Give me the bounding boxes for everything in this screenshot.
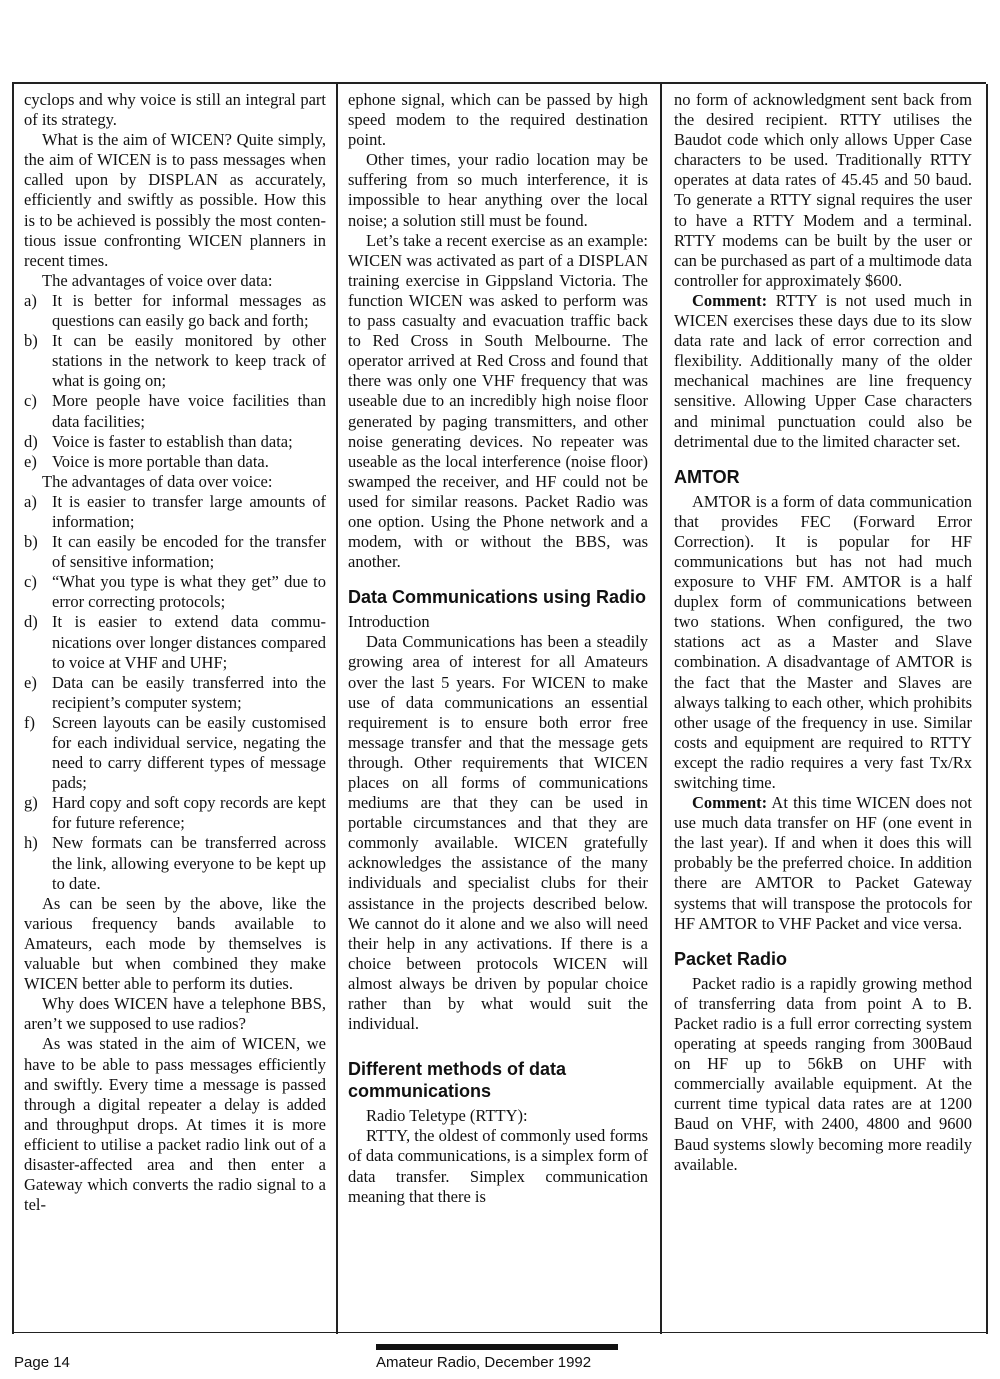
list-marker: a): [24, 290, 37, 310]
paragraph: Other times, your radio location may be suffering from so much interference, it is impossible to hear anything over the local noise; a solution still must be found.: [348, 150, 648, 230]
list-item: [24, 713, 326, 793]
list-text: Screen layouts can be easily customised for each individual service, negating the need to carry different types of message pads;: [52, 712, 326, 793]
column-rule: [986, 84, 988, 1334]
list-marker: h): [24, 833, 38, 853]
voice-advantages-list: [24, 291, 326, 472]
list-marker: c): [24, 391, 37, 411]
paragraph: The advantages of voice over data:: [42, 270, 273, 290]
column-3: [674, 90, 972, 1330]
paragraph: no form of acknowledgment sent back from the desired recipient. RTTY utilises the Baudot code which only allows Upper Case characters to be used. Traditionally RTTY operates at data rates of 45.45 and 50 baud. To generate a RTTY signal requires the user to have a RTTY Modem and a terminal. RTTY modems can be built by the user or can be purchased as part of a multimode data controller for approximately $600.: [674, 90, 972, 290]
list-marker: b): [24, 532, 38, 552]
list-item: [24, 391, 326, 431]
subheading: Introduction: [348, 612, 430, 632]
column-rule: [336, 84, 338, 1334]
list-marker: d): [24, 431, 38, 451]
list-text: More people have voice facilities than data facilities;: [52, 391, 326, 431]
comment-text: At this time WICEN does not use much data transfer on HF (one event in the last year). If and when it does this will probably be the preferred choice. In addition there are AMTOR to Packet Gateway systems that will transpose the protocols for HF AMTOR to VHF Packet and vice versa.: [674, 793, 972, 933]
comment-text: RTTY is not used much in WICEN exercises these days due to its slow data rate and lack of error correction and flexibility. Additionally many of the older mechanical machines are line frequency sensitive. Allowing Upper Case characters and minimal punctuation could also be detrimental due to the limited character set.: [674, 290, 972, 451]
list-item: [24, 492, 326, 532]
list-marker: c): [24, 572, 37, 592]
paragraph: RTTY, the oldest of commonly used forms of data communications, is a simplex form of data transfer. Simplex communication meaning that there is: [348, 1126, 648, 1206]
list-marker: e): [24, 451, 37, 471]
paragraph: As can be seen by the above, like the various frequency bands available to Amateurs, each mode by themselves is valuable but when combined they make WICEN better able to perform its duties.: [24, 893, 326, 994]
paragraph: ephone signal, which can be passed by high speed modem to the required destination point.: [348, 90, 648, 150]
bottom-rule: [12, 1332, 988, 1333]
list-text: Voice is faster to establish than data;: [52, 431, 293, 451]
list-text: Data can be easily transferred into the recipient’s computer system;: [52, 672, 326, 712]
paragraph: cyclops and why voice is still an integral part of its strategy.: [24, 90, 326, 130]
paragraph: What is the aim of WICEN? Quite simply, the aim of WICEN is to pass messages when called upon by DISPLAN as accurately, efficiently and swiftly as possible. How this is to be achieved is possibly the most contentious issue confronting WICEN planners in recent times.: [24, 130, 326, 270]
data-advantages-list: [24, 492, 326, 894]
list-text: Hard copy and soft copy records are kept for future reference;: [52, 793, 326, 833]
list-item: [24, 432, 326, 452]
list-text: Voice is more portable than data.: [52, 451, 269, 471]
list-item: [24, 532, 326, 572]
list-text: It is easier to transfer large amounts of information;: [52, 491, 326, 531]
list-text: New formats can be transferred across the link, allowing everyone to be kept up to date.: [52, 833, 326, 893]
column-rule: [12, 84, 14, 1334]
paragraph: The advantages of data over voice:: [42, 471, 273, 491]
comment-label: Comment:: [692, 793, 768, 813]
list-marker: e): [24, 672, 37, 692]
section-heading: AMTOR: [674, 466, 740, 487]
section-heading: Different methods of data communications: [348, 1059, 567, 1102]
paragraph: [674, 793, 972, 934]
section-heading: Packet Radio: [674, 948, 788, 969]
list-marker: d): [24, 612, 38, 632]
column-1: [24, 90, 326, 1330]
list-text: “What you type is what they get” due to error correcting protocols;: [52, 572, 326, 612]
list-text: It is easier to extend data communications over longer distances compared to voice at VHF and UHF;: [52, 612, 326, 672]
list-item: [24, 331, 326, 391]
paragraph: Let’s take a recent exercise as an example: WICEN was activated as part of a DISPLAN training exercise in Gippsland Victoria. The function WICEN was asked to perform was to pass casualty and evacuation traffic back to Red Cross in South Melbourne. The operator arrived at Red Cross and found that there was only one VHF frequency that was useable due to an incredibly high noise floor generated by paging transmitters, and other noise generating devices. No repeater was useable as the local interference (noise floor) swamped the receiver, and HF could not be used for similar reasons. Packet Radio was one option. Using the Phone network and a modem, with or without the BBS, was another.: [348, 230, 648, 572]
list-item: [24, 612, 326, 672]
paragraph: Packet radio is a rapidly growing method of transferring data from point A to B. Packet radio is a full error correcting system operating at speeds ranging from 300Baud on HF up to 56kB on UHF with commercially available equipment. At the current time typical data rates are at 1200 Baud on VHF, with 2400, 4800 and 9600 Baud systems slowly becoming more readily available.: [674, 973, 972, 1174]
list-marker: b): [24, 331, 38, 351]
list-marker: a): [24, 491, 37, 511]
list-item: [24, 793, 326, 833]
list-item: [24, 833, 326, 893]
subheading: Radio Teletype (RTTY):: [366, 1106, 528, 1126]
magazine-credit: Amateur Radio, December 1992: [376, 1354, 592, 1371]
section-heading: Data Communications using Radio: [348, 587, 647, 608]
list-item: [24, 673, 326, 713]
list-item: [24, 572, 326, 612]
list-marker: g): [24, 793, 38, 813]
list-text: It is better for informal messages as questions can easily go back and forth;: [52, 290, 326, 331]
paragraph: [674, 291, 972, 452]
page-number: Page 14: [14, 1354, 70, 1371]
paragraph: Data Communications has been a steadily growing area of interest for all Amateurs over the last 5 years. For WICEN to make use of data communications an essential requirement is to ensure both error free message transfer and that the message gets through. Other requirements that WICEN places on all forms of communications mediums are that they can be used in portable circumstances and that they are commonly available. WICEN gratefully acknowledges the assistance of the many individuals and specialist clubs for their assistance in the projects described below. We cannot do it alone and we also will need their help in any activations. If there is a choice between protocols WICEN will almost always be driven by popular choice rather than by what would suit the individual.: [348, 632, 648, 1034]
list-item: [24, 452, 326, 472]
list-text: It can easily be encoded for the transfer of sensitive information;: [52, 532, 326, 572]
column-rule: [660, 84, 662, 1334]
column-2: [348, 90, 648, 1330]
list-text: It can be easily monitored by other stations in the network to keep track of what is going on;: [52, 331, 326, 391]
list-marker: f): [24, 712, 35, 732]
paragraph: Why does WICEN have a telephone BBS, aren’t we supposed to use radios?: [24, 994, 326, 1034]
footer-bar: [376, 1344, 618, 1350]
comment-label: Comment:: [692, 290, 768, 310]
paragraph: AMTOR is a form of data communication that provides FEC (Forward Error Correction). It is popular for HF communications but has not had much exposure to VHF FM. AMTOR is a half duplex form of communications between two stations. When configured, the two stations act as a Master and Slave combination. A disadvantage of AMTOR is the fact that the Master and Slaves are always talking to each other, which prohibits other usage of the frequency in use. Similar costs and equipment are required to RTTY except the radio requires a very fast Tx/Rx switching time.: [674, 491, 972, 792]
paragraph: As was stated in the aim of WICEN, we have to be able to pass messages efficiently and swiftly. Every time a message is passed through a digital repeater a delay is added and throughput drops. At times it is more efficient to utilise a packet radio link out of a disaster-affected area and then enter a Gateway which converts the radio signal to a tel-: [24, 1034, 326, 1215]
list-item: [24, 291, 326, 331]
